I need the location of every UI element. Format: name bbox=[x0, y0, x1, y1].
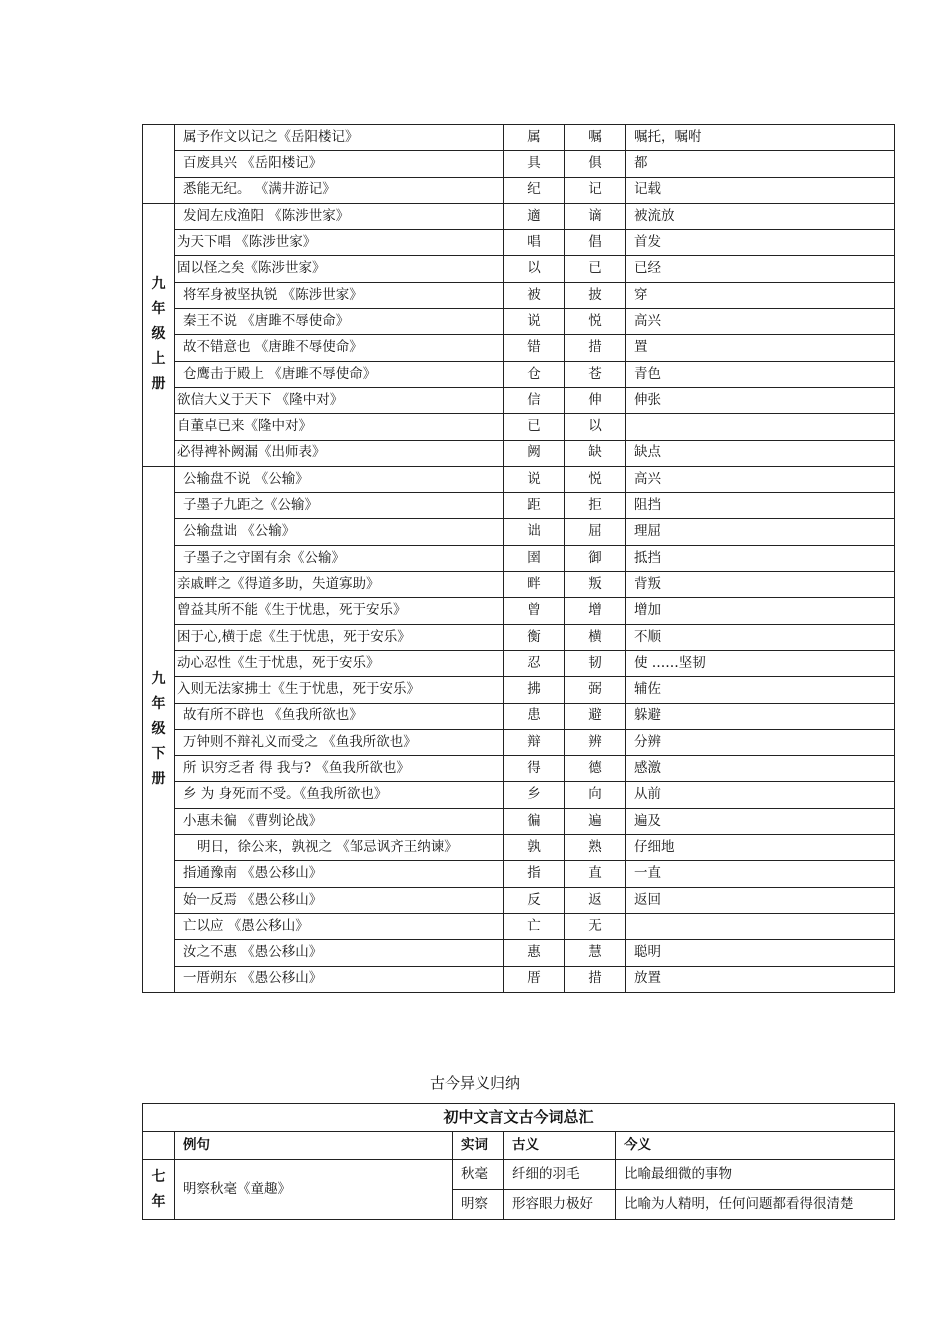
original-char: 已 bbox=[504, 414, 565, 440]
meaning: 辅佐 bbox=[626, 677, 895, 703]
meaning: 首发 bbox=[626, 230, 895, 256]
table-row bbox=[143, 966, 895, 992]
table-row bbox=[143, 703, 895, 729]
table-title: 初中文言文古今词总汇 bbox=[143, 1104, 895, 1132]
table-row bbox=[143, 598, 895, 624]
table-row bbox=[143, 151, 895, 177]
example-sentence: 仓鹰击于殿上 《唐雎不辱使命》 bbox=[175, 361, 504, 387]
tongjia-char: 悦 bbox=[565, 309, 626, 335]
original-char: 乡 bbox=[504, 782, 565, 808]
original-char: 曾 bbox=[504, 598, 565, 624]
original-char: 错 bbox=[504, 335, 565, 361]
original-char: 具 bbox=[504, 151, 565, 177]
meaning: 使 ……坚韧 bbox=[626, 650, 895, 676]
example-sentence: 必得裨补阙漏《出师表》 bbox=[175, 440, 504, 466]
original-char: 距 bbox=[504, 493, 565, 519]
example-sentence: 困于心,横于虑《生于忧患，死于安乐》 bbox=[175, 624, 504, 650]
original-char: 厝 bbox=[504, 966, 565, 992]
modern-meaning-cell: 比喻为人精明，任何问题都看得很清楚 bbox=[616, 1190, 895, 1220]
tongjiazi-table bbox=[142, 124, 895, 993]
tongjia-char: 伸 bbox=[565, 387, 626, 413]
gujin-yiyi-table bbox=[142, 1103, 895, 1220]
tongjia-char: 缺 bbox=[565, 440, 626, 466]
tongjia-char: 拒 bbox=[565, 493, 626, 519]
original-char: 仓 bbox=[504, 361, 565, 387]
table-row bbox=[143, 387, 895, 413]
grade-label: 七 年 bbox=[143, 1160, 175, 1220]
table-row bbox=[143, 624, 895, 650]
example-sentence: 秦王不说 《唐雎不辱使命》 bbox=[175, 309, 504, 335]
table-row bbox=[143, 335, 895, 361]
original-char: 徧 bbox=[504, 808, 565, 834]
example-sentence: 欲信大义于天下 《隆中对》 bbox=[175, 387, 504, 413]
table-row bbox=[143, 203, 895, 229]
example-sentence: 自董卓已来《隆中对》 bbox=[175, 414, 504, 440]
word-cell: 明察 bbox=[453, 1190, 504, 1220]
table-row bbox=[143, 361, 895, 387]
meaning: 阻挡 bbox=[626, 493, 895, 519]
example-sentence: 为天下唱 《陈涉世家》 bbox=[175, 230, 504, 256]
original-char: 辩 bbox=[504, 729, 565, 755]
tongjia-char: 屈 bbox=[565, 519, 626, 545]
original-char: 被 bbox=[504, 282, 565, 308]
header-group-cell bbox=[143, 1132, 175, 1160]
table-row bbox=[143, 519, 895, 545]
meaning: 已经 bbox=[626, 256, 895, 282]
original-char: 信 bbox=[504, 387, 565, 413]
table-row bbox=[143, 835, 895, 861]
original-char: 孰 bbox=[504, 835, 565, 861]
example-sentence: 始一反焉 《愚公移山》 bbox=[175, 887, 504, 913]
original-char: 亡 bbox=[504, 913, 565, 939]
original-char: 以 bbox=[504, 256, 565, 282]
meaning: 背叛 bbox=[626, 572, 895, 598]
meaning: 遍及 bbox=[626, 808, 895, 834]
tongjia-char: 弼 bbox=[565, 677, 626, 703]
meaning: 理屈 bbox=[626, 519, 895, 545]
table-row bbox=[143, 782, 895, 808]
meaning: 缺点 bbox=[626, 440, 895, 466]
meaning: 嘱托，嘱咐 bbox=[626, 125, 895, 151]
tongjia-char: 叛 bbox=[565, 572, 626, 598]
meaning: 抵挡 bbox=[626, 545, 895, 571]
example-sentence: 入则无法家拂士《生于忧患，死于安乐》 bbox=[175, 677, 504, 703]
example-sentence: 公输盘不说 《公输》 bbox=[175, 466, 504, 492]
table-row bbox=[143, 440, 895, 466]
table-row bbox=[143, 466, 895, 492]
meaning: 聪明 bbox=[626, 940, 895, 966]
example-sentence: 动心忍性《生于忧患，死于安乐》 bbox=[175, 650, 504, 676]
example-sentence: 亡以应 《愚公移山》 bbox=[175, 913, 504, 939]
tongjia-char: 谪 bbox=[565, 203, 626, 229]
example-sentence: 发闾左戍渔阳 《陈涉世家》 bbox=[175, 203, 504, 229]
original-char: 阙 bbox=[504, 440, 565, 466]
tongjia-char: 以 bbox=[565, 414, 626, 440]
word-cell: 秋毫 bbox=[453, 1160, 504, 1190]
meaning: 增加 bbox=[626, 598, 895, 624]
table-title-row bbox=[143, 1104, 895, 1132]
original-char: 反 bbox=[504, 887, 565, 913]
tongjia-char: 无 bbox=[565, 913, 626, 939]
tongjia-char: 俱 bbox=[565, 151, 626, 177]
table-row bbox=[143, 940, 895, 966]
original-char: 诎 bbox=[504, 519, 565, 545]
meaning: 一直 bbox=[626, 861, 895, 887]
tongjia-char: 御 bbox=[565, 545, 626, 571]
example-sentence: 固以怪之矣《陈涉世家》 bbox=[175, 256, 504, 282]
table-row bbox=[143, 309, 895, 335]
header-word: 实词 bbox=[453, 1132, 504, 1160]
table-row bbox=[143, 650, 895, 676]
original-char: 说 bbox=[504, 466, 565, 492]
original-char: 患 bbox=[504, 703, 565, 729]
table-row bbox=[143, 414, 895, 440]
tongjia-char: 增 bbox=[565, 598, 626, 624]
meaning: 穿 bbox=[626, 282, 895, 308]
table-row bbox=[143, 545, 895, 571]
example-sentence: 指通豫南 《愚公移山》 bbox=[175, 861, 504, 887]
meaning: 感激 bbox=[626, 756, 895, 782]
original-char: 拂 bbox=[504, 677, 565, 703]
tongjia-char: 返 bbox=[565, 887, 626, 913]
tongjia-char: 记 bbox=[565, 177, 626, 203]
table-row bbox=[143, 861, 895, 887]
original-char: 忍 bbox=[504, 650, 565, 676]
meaning: 放置 bbox=[626, 966, 895, 992]
header-ancient: 古义 bbox=[504, 1132, 616, 1160]
tongjia-char: 熟 bbox=[565, 835, 626, 861]
tongjia-char: 披 bbox=[565, 282, 626, 308]
original-char: 属 bbox=[504, 125, 565, 151]
table-row bbox=[143, 729, 895, 755]
table-row bbox=[143, 282, 895, 308]
original-char: 得 bbox=[504, 756, 565, 782]
example-sentence: 所 识穷乏者 得 我与? 《鱼我所欲也》 bbox=[175, 756, 504, 782]
example-sentence: 百废具兴 《岳阳楼记》 bbox=[175, 151, 504, 177]
tongjia-char: 韧 bbox=[565, 650, 626, 676]
original-char: 圉 bbox=[504, 545, 565, 571]
original-char: 適 bbox=[504, 203, 565, 229]
meaning: 记载 bbox=[626, 177, 895, 203]
tongjia-char: 已 bbox=[565, 256, 626, 282]
table-row bbox=[143, 808, 895, 834]
tongjia-char: 德 bbox=[565, 756, 626, 782]
original-char: 畔 bbox=[504, 572, 565, 598]
example-sentence: 故不错意也 《唐雎不辱使命》 bbox=[175, 335, 504, 361]
example-sentence: 明日，徐公来，孰视之 《邹忌讽齐王纳谏》 bbox=[175, 835, 504, 861]
table-row bbox=[143, 756, 895, 782]
table-row bbox=[143, 177, 895, 203]
table-row bbox=[143, 1160, 895, 1190]
example-sentence: 汝之不惠 《愚公移山》 bbox=[175, 940, 504, 966]
tongjia-char: 倡 bbox=[565, 230, 626, 256]
example-sentence: 乡 为 身死而不受。《鱼我所欲也》 bbox=[175, 782, 504, 808]
grade-volume-label: 九 年 级 上 册 bbox=[143, 203, 175, 466]
tongjia-char: 嘱 bbox=[565, 125, 626, 151]
tongjia-char: 直 bbox=[565, 861, 626, 887]
example-sentence: 子墨子九距之《公输》 bbox=[175, 493, 504, 519]
meaning bbox=[626, 913, 895, 939]
header-row bbox=[143, 1132, 895, 1160]
tongjia-char: 悦 bbox=[565, 466, 626, 492]
table-row bbox=[143, 572, 895, 598]
meaning: 返回 bbox=[626, 887, 895, 913]
section-title: 古今异义归纳 bbox=[429, 1074, 520, 1092]
table-row bbox=[143, 887, 895, 913]
modern-meaning-cell: 比喻最细微的事物 bbox=[616, 1160, 895, 1190]
tongjia-char: 横 bbox=[565, 624, 626, 650]
meaning: 置 bbox=[626, 335, 895, 361]
meaning bbox=[626, 414, 895, 440]
table-row bbox=[143, 125, 895, 151]
meaning: 伸张 bbox=[626, 387, 895, 413]
table-row bbox=[143, 230, 895, 256]
tongjia-char: 措 bbox=[565, 966, 626, 992]
original-char: 唱 bbox=[504, 230, 565, 256]
grade-volume-label bbox=[143, 125, 175, 204]
original-char: 说 bbox=[504, 309, 565, 335]
example-sentence: 故有所不辟也 《鱼我所欲也》 bbox=[175, 703, 504, 729]
example-sentence: 子墨子之守圉有余《公输》 bbox=[175, 545, 504, 571]
meaning: 分辨 bbox=[626, 729, 895, 755]
example-sentence: 一厝朔东 《愚公移山》 bbox=[175, 966, 504, 992]
tongjia-char: 遍 bbox=[565, 808, 626, 834]
original-char: 纪 bbox=[504, 177, 565, 203]
meaning: 都 bbox=[626, 151, 895, 177]
meaning: 躲避 bbox=[626, 703, 895, 729]
tongjia-char: 措 bbox=[565, 335, 626, 361]
original-char: 指 bbox=[504, 861, 565, 887]
tongjia-char: 辨 bbox=[565, 729, 626, 755]
ancient-meaning-cell: 形容眼力极好 bbox=[504, 1190, 616, 1220]
meaning: 从前 bbox=[626, 782, 895, 808]
example-sentence: 属予作文以记之《岳阳楼记》 bbox=[175, 125, 504, 151]
table-row bbox=[143, 256, 895, 282]
table-row bbox=[143, 677, 895, 703]
tongjia-char: 慧 bbox=[565, 940, 626, 966]
example-sentence: 小惠未徧 《曹刿论战》 bbox=[175, 808, 504, 834]
example-sentence: 曾益其所不能《生于忧患，死于安乐》 bbox=[175, 598, 504, 624]
tongjiazi-table-body bbox=[143, 125, 895, 993]
example-sentence: 悉能无纪。 《满井游记》 bbox=[175, 177, 504, 203]
meaning: 不顺 bbox=[626, 624, 895, 650]
tongjia-char: 向 bbox=[565, 782, 626, 808]
header-modern: 今义 bbox=[616, 1132, 895, 1160]
example-sentence: 万钟则不辩礼义而受之 《鱼我所欲也》 bbox=[175, 729, 504, 755]
example-sentence: 公输盘诎 《公输》 bbox=[175, 519, 504, 545]
header-example: 例句 bbox=[175, 1132, 453, 1160]
tongjia-char: 苍 bbox=[565, 361, 626, 387]
original-char: 衡 bbox=[504, 624, 565, 650]
meaning: 高兴 bbox=[626, 466, 895, 492]
ancient-meaning-cell: 纤细的羽毛 bbox=[504, 1160, 616, 1190]
meaning: 被流放 bbox=[626, 203, 895, 229]
meaning: 高兴 bbox=[626, 309, 895, 335]
table-row bbox=[143, 493, 895, 519]
example-sentence: 明察秋毫《童趣》 bbox=[175, 1160, 453, 1220]
meaning: 青色 bbox=[626, 361, 895, 387]
example-sentence: 亲戚畔之《得道多助，失道寡助》 bbox=[175, 572, 504, 598]
grade-volume-label: 九 年 级 下 册 bbox=[143, 466, 175, 992]
table-row bbox=[143, 913, 895, 939]
tongjia-char: 避 bbox=[565, 703, 626, 729]
meaning: 仔细地 bbox=[626, 835, 895, 861]
example-sentence: 将军身被坚执锐 《陈涉世家》 bbox=[175, 282, 504, 308]
original-char: 惠 bbox=[504, 940, 565, 966]
